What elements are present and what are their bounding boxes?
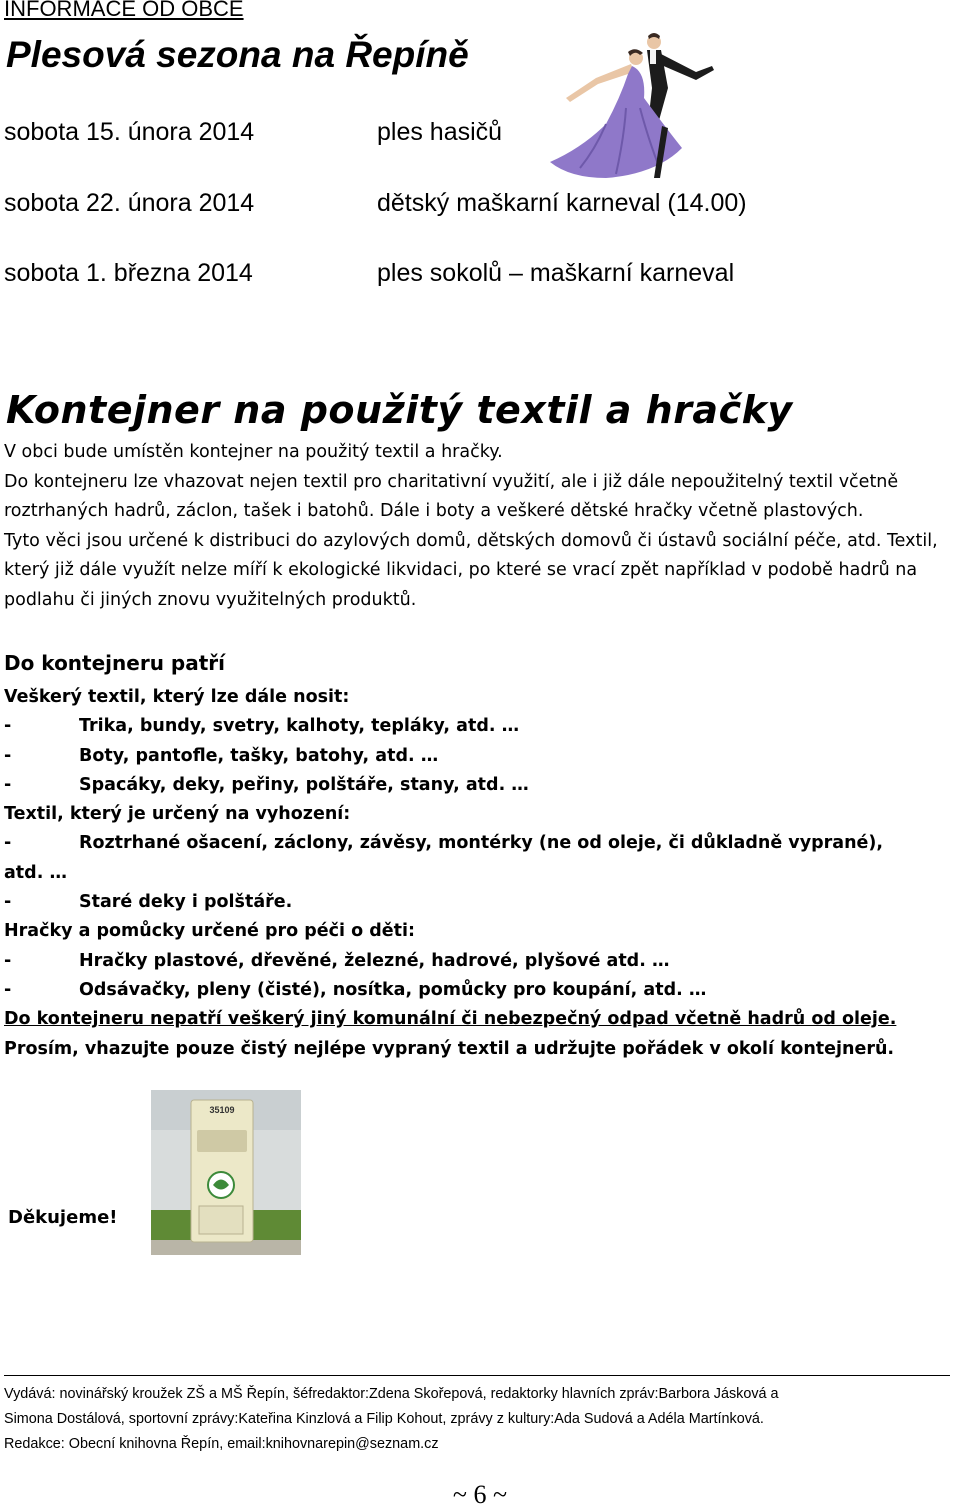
footer <box>4 1382 960 1457</box>
event-date: sobota 22. února 2014 <box>4 189 255 217</box>
paragraph: Do kontejneru lze vhazovat nejen textil pro charitativní využití, ale i již dále nepoužitelný textil včetně roztrhaných hadrů, záclon, tašek i batohů. Dále i boty a veškeré dětské hračky včetně plastových. <box>4 471 899 521</box>
event-date: sobota 15. února 2014 <box>4 118 255 146</box>
request-text: Prosím, vhazujte pouze čistý nejlépe vypraný textil a udržujte pořádek v okolí kontejnerů. <box>4 1038 895 1059</box>
list-item: - Boty, pantofle, tašky, batohy, atd. … <box>4 745 439 766</box>
group-heading-text: Hračky a pomůcky určené pro péči o děti: <box>4 921 416 942</box>
container-photo <box>151 1090 301 1255</box>
footer-line: Vydává: novinářský kroužek ZŠ a MŠ Řepín, šéfredaktor:Zdena Skořepová, redaktorky hlavních zpráv:Barbora Jásková a <box>4 1386 779 1402</box>
footer-divider <box>4 1375 950 1376</box>
list-item: - Trika, bundy, svetry, kalhoty, tepláky, atd. … <box>4 716 520 737</box>
footer-line: Simona Dostálová, sportovní zprávy:Kateřina Kinzlová a Filip Kohout, zprávy z kultury:Ada Sudová a Adéla Martínková. <box>4 1411 764 1427</box>
group-heading-text: Veškerý textil, který lze dále nosit: <box>4 687 350 707</box>
page-number: ~ 6 ~ <box>452 1480 508 1509</box>
belongs-heading: Do kontejneru patří <box>4 651 225 675</box>
group-heading <box>4 800 956 829</box>
container-number: 35109 <box>209 1105 235 1115</box>
list-item: - Roztrhané ošacení, záclony, závěsy, montérky (ne od oleje, či důkladně vyprané), <box>4 833 884 854</box>
footer-line: Redakce: Obecní knihovna Řepín, email:knihovnarepin@seznam.cz <box>4 1436 439 1452</box>
group-heading-text: Textil, který je určený na vyhození: <box>4 804 351 825</box>
section-header: INFORMACE OD OBCE <box>4 0 244 21</box>
container-title: Kontejner na použitý textil a hračky <box>6 388 793 432</box>
dancing-couple-illustration <box>536 28 746 190</box>
intro-paragraph: V obci bude umístěn kontejner na použitý textil a hračky. <box>4 442 503 462</box>
list-item: - Staré deky i polštáře. <box>4 892 293 913</box>
event-date: sobota 1. března 2014 <box>4 259 253 287</box>
warning-text: Do kontejneru nepatří veškerý jiný komunální či nebezpečný odpad včetně hadrů od oleje. <box>4 1009 897 1030</box>
list-item: - Hračky plastové, dřevěné, železné, hadrové, plyšové atd. … <box>4 950 670 971</box>
paragraph: Tyto věci jsou určené k distribuci do azylových domů, dětských domovů či ústavů sociální péče, atd. Textil, který již dále využít nelze míří k ekologické likvidaci, po které se vrací zpět například v podobě hadrů na podlahu či jiných znovu využitelných produktů. <box>4 530 938 610</box>
group-heading <box>4 917 956 946</box>
thanks-text: Děkujeme! <box>8 1207 118 1228</box>
group-heading <box>4 683 956 712</box>
event-name: ples hasičů <box>377 118 503 146</box>
list-item: - Odsávačky, pleny (čisté), nosítka, pomůcky pro koupání, atd. … <box>4 979 707 1000</box>
event-name: ples sokolů – maškarní karneval <box>377 259 735 287</box>
container-description <box>4 438 956 615</box>
list-item-continuation: atd. … <box>4 862 67 883</box>
event-name: dětský maškarní karneval (14.00) <box>377 189 747 217</box>
container-items-list <box>4 683 956 1064</box>
ball-season-title: Plesová sezona na Řepíně <box>6 34 469 75</box>
list-item: - Spacáky, deky, peřiny, polštáře, stany, atd. … <box>4 774 529 795</box>
